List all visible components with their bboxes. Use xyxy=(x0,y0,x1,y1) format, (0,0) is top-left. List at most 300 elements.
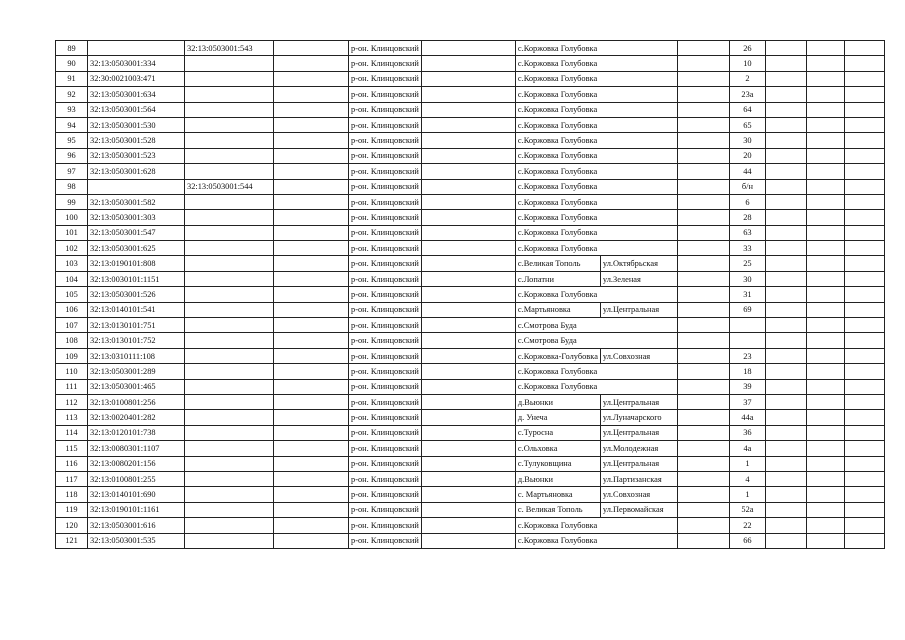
empty-cell xyxy=(765,302,806,317)
empty-cell xyxy=(274,287,349,302)
region-cell: р-он. Клинцовский xyxy=(349,318,422,333)
row-number-cell: 114 xyxy=(56,425,88,440)
empty-cell xyxy=(844,533,884,548)
table-row xyxy=(56,256,885,271)
house-number-cell: 37 xyxy=(729,394,765,409)
empty-cell xyxy=(421,318,515,333)
row-number-cell: 120 xyxy=(56,518,88,533)
empty-cell xyxy=(421,425,515,440)
settlement-cell: с.Коржовка Голубовка xyxy=(515,287,677,302)
empty-cell xyxy=(806,148,844,163)
settlement-cell: с.Коржовка Голубовка xyxy=(515,241,677,256)
settlement-cell: с.Тулуковщина xyxy=(515,456,600,471)
empty-cell xyxy=(765,164,806,179)
settlement-cell: с.Коржовка Голубовка xyxy=(515,41,677,56)
cadastral-number-alt-cell: 32:13:0503001:544 xyxy=(185,179,274,194)
region-cell: р-он. Клинцовский xyxy=(349,471,422,486)
empty-cell xyxy=(677,256,729,271)
region-cell: р-он. Клинцовский xyxy=(349,441,422,456)
empty-cell xyxy=(677,364,729,379)
street-cell: ул.Зеленая xyxy=(600,271,677,286)
empty-cell xyxy=(677,164,729,179)
cadastral-number-cell: 32:13:0130101:752 xyxy=(88,333,185,348)
empty-cell xyxy=(844,194,884,209)
empty-cell xyxy=(806,410,844,425)
empty-cell xyxy=(765,56,806,71)
house-number-cell: 44 xyxy=(729,164,765,179)
table-row xyxy=(56,364,885,379)
house-number-cell: 64 xyxy=(729,102,765,117)
region-cell: р-он. Клинцовский xyxy=(349,194,422,209)
empty-cell xyxy=(274,71,349,86)
empty-cell xyxy=(274,117,349,132)
empty-cell xyxy=(421,518,515,533)
empty-cell xyxy=(421,456,515,471)
region-cell: р-он. Клинцовский xyxy=(349,87,422,102)
empty-cell xyxy=(274,256,349,271)
region-cell: р-он. Клинцовский xyxy=(349,502,422,517)
empty-cell xyxy=(844,318,884,333)
table-row xyxy=(56,210,885,225)
empty-cell xyxy=(806,271,844,286)
cadastral-number-alt-cell xyxy=(185,456,274,471)
empty-cell xyxy=(274,87,349,102)
empty-cell xyxy=(765,271,806,286)
table-row xyxy=(56,533,885,548)
region-cell: р-он. Клинцовский xyxy=(349,302,422,317)
settlement-cell: с.Коржовка Голубовка xyxy=(515,164,677,179)
empty-cell xyxy=(274,333,349,348)
house-number-cell: 28 xyxy=(729,210,765,225)
empty-cell xyxy=(844,518,884,533)
empty-cell xyxy=(274,302,349,317)
house-number-cell: 31 xyxy=(729,287,765,302)
settlement-cell: с.Ольховка xyxy=(515,441,600,456)
empty-cell xyxy=(421,71,515,86)
cadastral-number-alt-cell xyxy=(185,318,274,333)
row-number-cell: 112 xyxy=(56,394,88,409)
street-cell: ул.Октябрьская xyxy=(600,256,677,271)
empty-cell xyxy=(274,364,349,379)
settlement-cell: с.Лопатни xyxy=(515,271,600,286)
house-number-cell: 4 xyxy=(729,471,765,486)
empty-cell xyxy=(765,225,806,240)
house-number-cell: 23а xyxy=(729,87,765,102)
empty-cell xyxy=(844,225,884,240)
table-row xyxy=(56,117,885,132)
row-number-cell: 90 xyxy=(56,56,88,71)
empty-cell xyxy=(806,56,844,71)
empty-cell xyxy=(421,256,515,271)
row-number-cell: 106 xyxy=(56,302,88,317)
street-cell: ул.Центральная xyxy=(600,394,677,409)
empty-cell xyxy=(806,71,844,86)
region-cell: р-он. Клинцовский xyxy=(349,225,422,240)
empty-cell xyxy=(765,87,806,102)
cadastral-number-cell: 32:13:0503001:547 xyxy=(88,225,185,240)
cadastral-number-cell: 32:13:0503001:465 xyxy=(88,379,185,394)
settlement-cell: с.Мартьяновка xyxy=(515,302,600,317)
empty-cell xyxy=(806,379,844,394)
region-cell: р-он. Клинцовский xyxy=(349,533,422,548)
row-number-cell: 105 xyxy=(56,287,88,302)
empty-cell xyxy=(844,117,884,132)
row-number-cell: 117 xyxy=(56,471,88,486)
empty-cell xyxy=(765,318,806,333)
cadastral-number-alt-cell xyxy=(185,533,274,548)
empty-cell xyxy=(765,210,806,225)
empty-cell xyxy=(274,456,349,471)
region-cell: р-он. Клинцовский xyxy=(349,487,422,502)
cadastral-number-cell: 32:13:0140101:541 xyxy=(88,302,185,317)
empty-cell xyxy=(274,487,349,502)
cadastral-number-cell: 32:13:0503001:523 xyxy=(88,148,185,163)
house-number-cell: 25 xyxy=(729,256,765,271)
empty-cell xyxy=(274,102,349,117)
cadastral-number-alt-cell xyxy=(185,333,274,348)
empty-cell xyxy=(765,456,806,471)
empty-cell xyxy=(806,425,844,440)
cadastral-number-cell: 32:13:0503001:616 xyxy=(88,518,185,533)
empty-cell xyxy=(844,210,884,225)
table-row xyxy=(56,241,885,256)
region-cell: р-он. Клинцовский xyxy=(349,348,422,363)
empty-cell xyxy=(421,302,515,317)
cadastral-number-alt-cell xyxy=(185,87,274,102)
cadastral-number-alt-cell xyxy=(185,487,274,502)
empty-cell xyxy=(421,471,515,486)
settlement-cell: с.Коржовка-Голубовка xyxy=(515,348,600,363)
table-row xyxy=(56,56,885,71)
empty-cell xyxy=(844,241,884,256)
cadastral-number-cell: 32:13:0503001:582 xyxy=(88,194,185,209)
cadastral-number-cell: 32:13:0080201:156 xyxy=(88,456,185,471)
registry-table xyxy=(55,40,885,549)
empty-cell xyxy=(806,179,844,194)
table-row xyxy=(56,287,885,302)
empty-cell xyxy=(765,179,806,194)
empty-cell xyxy=(765,518,806,533)
empty-cell xyxy=(421,333,515,348)
empty-cell xyxy=(844,287,884,302)
empty-cell xyxy=(844,364,884,379)
row-number-cell: 102 xyxy=(56,241,88,256)
region-cell: р-он. Клинцовский xyxy=(349,364,422,379)
cadastral-number-cell: 32:13:0100801:255 xyxy=(88,471,185,486)
empty-cell xyxy=(677,241,729,256)
empty-cell xyxy=(765,287,806,302)
empty-cell xyxy=(765,441,806,456)
empty-cell xyxy=(274,394,349,409)
empty-cell xyxy=(677,471,729,486)
settlement-cell: с.Коржовка Голубовка xyxy=(515,117,677,132)
cadastral-number-cell: 32:13:0503001:634 xyxy=(88,87,185,102)
empty-cell xyxy=(844,348,884,363)
settlement-cell: с.Туросна xyxy=(515,425,600,440)
empty-cell xyxy=(274,41,349,56)
empty-cell xyxy=(677,56,729,71)
empty-cell xyxy=(274,225,349,240)
cadastral-number-cell: 32:13:0503001:334 xyxy=(88,56,185,71)
table-row xyxy=(56,133,885,148)
house-number-cell: 4а xyxy=(729,441,765,456)
cadastral-number-alt-cell xyxy=(185,287,274,302)
table-row xyxy=(56,518,885,533)
empty-cell xyxy=(844,456,884,471)
table-row xyxy=(56,225,885,240)
empty-cell xyxy=(806,241,844,256)
table-row xyxy=(56,148,885,163)
settlement-cell: с. Великая Тополь xyxy=(515,502,600,517)
row-number-cell: 113 xyxy=(56,410,88,425)
row-number-cell: 94 xyxy=(56,117,88,132)
cadastral-number-alt-cell xyxy=(185,364,274,379)
empty-cell xyxy=(421,502,515,517)
settlement-cell: с.Коржовка Голубовка xyxy=(515,194,677,209)
table-row xyxy=(56,379,885,394)
empty-cell xyxy=(844,425,884,440)
row-number-cell: 121 xyxy=(56,533,88,548)
house-number-cell: 2 xyxy=(729,71,765,86)
settlement-cell: с.Коржовка Голубовка xyxy=(515,102,677,117)
region-cell: р-он. Клинцовский xyxy=(349,148,422,163)
empty-cell xyxy=(806,256,844,271)
cadastral-number-alt-cell xyxy=(185,56,274,71)
row-number-cell: 104 xyxy=(56,271,88,286)
empty-cell xyxy=(677,441,729,456)
region-cell: р-он. Клинцовский xyxy=(349,425,422,440)
empty-cell xyxy=(274,425,349,440)
empty-cell xyxy=(806,441,844,456)
empty-cell xyxy=(421,271,515,286)
row-number-cell: 93 xyxy=(56,102,88,117)
empty-cell xyxy=(677,533,729,548)
cadastral-number-alt-cell xyxy=(185,194,274,209)
row-number-cell: 118 xyxy=(56,487,88,502)
empty-cell xyxy=(421,41,515,56)
empty-cell xyxy=(274,318,349,333)
empty-cell xyxy=(677,179,729,194)
empty-cell xyxy=(274,133,349,148)
table-row xyxy=(56,302,885,317)
table-row xyxy=(56,194,885,209)
cadastral-number-alt-cell xyxy=(185,256,274,271)
empty-cell xyxy=(806,302,844,317)
street-cell: ул.Совхозная xyxy=(600,348,677,363)
empty-cell xyxy=(844,148,884,163)
empty-cell xyxy=(421,533,515,548)
empty-cell xyxy=(421,287,515,302)
empty-cell xyxy=(421,441,515,456)
empty-cell xyxy=(806,87,844,102)
region-cell: р-он. Клинцовский xyxy=(349,379,422,394)
table-row xyxy=(56,502,885,517)
house-number-cell: 63 xyxy=(729,225,765,240)
settlement-cell: д. Унеча xyxy=(515,410,600,425)
empty-cell xyxy=(806,164,844,179)
empty-cell xyxy=(806,194,844,209)
empty-cell xyxy=(844,333,884,348)
empty-cell xyxy=(274,194,349,209)
cadastral-number-alt-cell xyxy=(185,348,274,363)
empty-cell xyxy=(765,256,806,271)
table-row xyxy=(56,348,885,363)
settlement-cell: с.Смотрова Буда xyxy=(515,333,677,348)
empty-cell xyxy=(421,179,515,194)
empty-cell xyxy=(421,487,515,502)
house-number-cell: 23 xyxy=(729,348,765,363)
table-row xyxy=(56,425,885,440)
cadastral-number-cell: 32:13:0080301:1107 xyxy=(88,441,185,456)
empty-cell xyxy=(274,164,349,179)
row-number-cell: 111 xyxy=(56,379,88,394)
empty-cell xyxy=(677,394,729,409)
settlement-cell: с.Коржовка Голубовка xyxy=(515,210,677,225)
region-cell: р-он. Клинцовский xyxy=(349,394,422,409)
empty-cell xyxy=(806,394,844,409)
region-cell: р-он. Клинцовский xyxy=(349,164,422,179)
street-cell: ул.Центральная xyxy=(600,302,677,317)
cadastral-number-cell: 32:13:0503001:303 xyxy=(88,210,185,225)
empty-cell xyxy=(274,533,349,548)
cadastral-number-cell: 32:13:0120101:738 xyxy=(88,425,185,440)
cadastral-number-alt-cell xyxy=(185,410,274,425)
house-number-cell: 66 xyxy=(729,533,765,548)
house-number-cell: 20 xyxy=(729,148,765,163)
region-cell: р-он. Клинцовский xyxy=(349,256,422,271)
empty-cell xyxy=(421,56,515,71)
cadastral-number-cell: 32:13:0020401:282 xyxy=(88,410,185,425)
empty-cell xyxy=(765,502,806,517)
row-number-cell: 116 xyxy=(56,456,88,471)
empty-cell xyxy=(421,210,515,225)
empty-cell xyxy=(844,179,884,194)
table-row xyxy=(56,164,885,179)
empty-cell xyxy=(677,502,729,517)
house-number-cell: 30 xyxy=(729,133,765,148)
empty-cell xyxy=(844,271,884,286)
table-row xyxy=(56,271,885,286)
empty-cell xyxy=(806,210,844,225)
registry-rows xyxy=(56,41,885,549)
cadastral-number-cell xyxy=(88,179,185,194)
empty-cell xyxy=(421,379,515,394)
table-row xyxy=(56,333,885,348)
row-number-cell: 95 xyxy=(56,133,88,148)
house-number-cell: 26 xyxy=(729,41,765,56)
settlement-cell: с.Коржовка Голубовка xyxy=(515,71,677,86)
empty-cell xyxy=(421,194,515,209)
row-number-cell: 110 xyxy=(56,364,88,379)
row-number-cell: 89 xyxy=(56,41,88,56)
empty-cell xyxy=(806,502,844,517)
table-row xyxy=(56,71,885,86)
row-number-cell: 97 xyxy=(56,164,88,179)
empty-cell xyxy=(844,487,884,502)
row-number-cell: 107 xyxy=(56,318,88,333)
table-row xyxy=(56,456,885,471)
settlement-cell: с.Коржовка Голубовка xyxy=(515,133,677,148)
empty-cell xyxy=(274,271,349,286)
empty-cell xyxy=(765,471,806,486)
cadastral-number-cell: 32:13:0503001:628 xyxy=(88,164,185,179)
settlement-cell: с.Коржовка Голубовка xyxy=(515,364,677,379)
cadastral-number-alt-cell xyxy=(185,425,274,440)
cadastral-number-cell xyxy=(88,41,185,56)
empty-cell xyxy=(806,348,844,363)
empty-cell xyxy=(806,471,844,486)
empty-cell xyxy=(765,194,806,209)
street-cell: ул.Луначарского xyxy=(600,410,677,425)
region-cell: р-он. Клинцовский xyxy=(349,210,422,225)
empty-cell xyxy=(765,41,806,56)
empty-cell xyxy=(806,518,844,533)
cadastral-number-cell: 32:13:0140101:690 xyxy=(88,487,185,502)
empty-cell xyxy=(806,533,844,548)
empty-cell xyxy=(844,133,884,148)
empty-cell xyxy=(765,133,806,148)
table-row xyxy=(56,410,885,425)
house-number-cell: 18 xyxy=(729,364,765,379)
empty-cell xyxy=(274,410,349,425)
empty-cell xyxy=(765,348,806,363)
empty-cell xyxy=(765,333,806,348)
settlement-cell: с.Коржовка Голубовка xyxy=(515,148,677,163)
empty-cell xyxy=(844,56,884,71)
cadastral-number-cell: 32:13:0130101:751 xyxy=(88,318,185,333)
region-cell: р-он. Клинцовский xyxy=(349,41,422,56)
cadastral-number-cell: 32:13:0503001:526 xyxy=(88,287,185,302)
empty-cell xyxy=(844,164,884,179)
row-number-cell: 119 xyxy=(56,502,88,517)
cadastral-number-cell: 32:13:0503001:289 xyxy=(88,364,185,379)
empty-cell xyxy=(677,287,729,302)
table-row xyxy=(56,87,885,102)
empty-cell xyxy=(765,394,806,409)
table-row xyxy=(56,394,885,409)
empty-cell xyxy=(844,302,884,317)
empty-cell xyxy=(806,287,844,302)
empty-cell xyxy=(677,133,729,148)
cadastral-number-alt-cell xyxy=(185,117,274,132)
street-cell: ул.Центральная xyxy=(600,456,677,471)
empty-cell xyxy=(274,56,349,71)
settlement-cell: д.Вьюнки xyxy=(515,394,600,409)
settlement-cell: д.Вьюнки xyxy=(515,471,600,486)
empty-cell xyxy=(421,348,515,363)
empty-cell xyxy=(421,164,515,179)
settlement-cell: с.Смотрова Буда xyxy=(515,318,677,333)
empty-cell xyxy=(765,117,806,132)
empty-cell xyxy=(274,241,349,256)
row-number-cell: 96 xyxy=(56,148,88,163)
street-cell: ул.Первомайская xyxy=(600,502,677,517)
empty-cell xyxy=(677,302,729,317)
cadastral-number-cell: 32:13:0100801:256 xyxy=(88,394,185,409)
empty-cell xyxy=(274,179,349,194)
empty-cell xyxy=(806,41,844,56)
house-number-cell: б/н xyxy=(729,179,765,194)
house-number-cell: 10 xyxy=(729,56,765,71)
empty-cell xyxy=(806,318,844,333)
empty-cell xyxy=(844,87,884,102)
cadastral-number-alt-cell xyxy=(185,148,274,163)
house-number-cell: 6 xyxy=(729,194,765,209)
row-number-cell: 99 xyxy=(56,194,88,209)
house-number-cell xyxy=(729,333,765,348)
table-row xyxy=(56,102,885,117)
row-number-cell: 109 xyxy=(56,348,88,363)
